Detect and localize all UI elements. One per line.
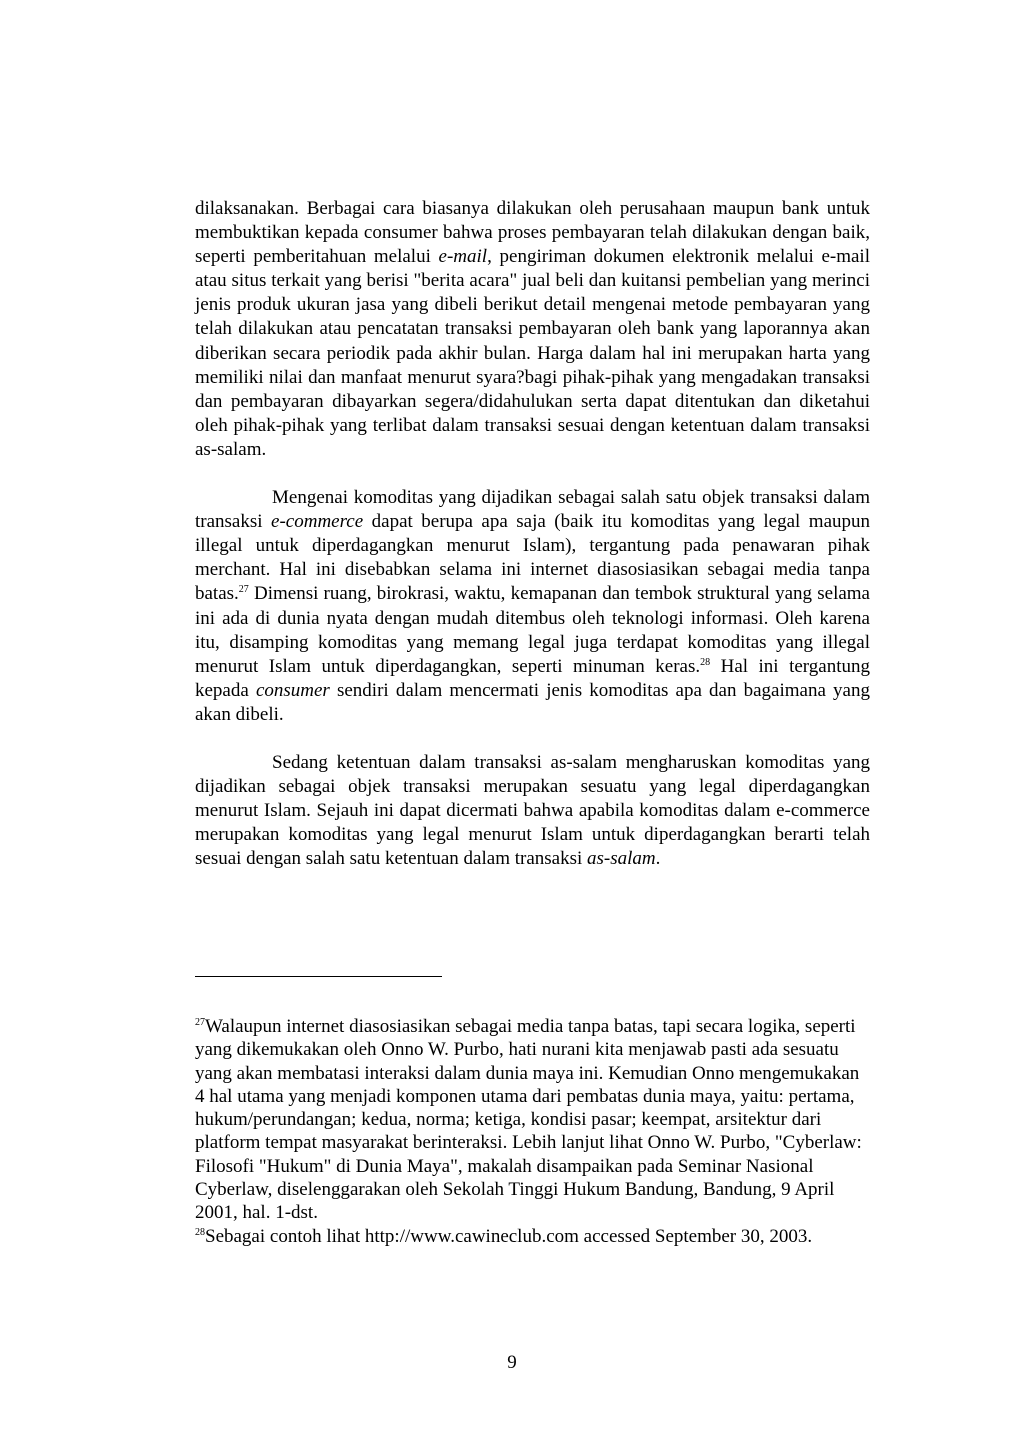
paragraph-as-salam: [195, 751, 870, 871]
footnote-27: [195, 1015, 870, 1225]
footnote-text: Sebagai contoh lihat http://www.cawineclub.com accessed September 30, 2003.: [205, 1225, 813, 1247]
footnote-28: [195, 1225, 870, 1248]
footnote-number: 27: [195, 1017, 205, 1028]
paragraph-text: , pengiriman dokumen elektronik melalui e-mail atau situs terkait yang berisi "berita acara" jual beli dan kuitansi pembelian yang merinci jenis produk ukuran jasa yang dibeli berikut detail mengenai metode pembayaran yang telah dilakukan atau pencatatan transaksi pembayaran oleh bank yang laporannya akan diberikan secara periodik pada akhir bulan. Harga dalam hal ini merupakan harta yang memiliki nilai dan manfaat menurut syara?bagi pihak-pihak yang mengadakan transaksi dan pembayaran dibayarkan segera/didahulukan serta dapat ditentukan dan diketahui oleh pihak-pihak yang terlibat dalam transaksi sesuai dengan ketentuan dalam transaksi as-salam.: [195, 246, 870, 460]
footnote-reference: 27: [238, 584, 249, 596]
paragraph-text: dapat berupa apa saja (baik itu komoditas yang legal maupun illegal untuk diperdagangkan menurut Islam), tergantung pada penawaran pihak merchant. Hal ini disebabkan selama ini internet diasosiasikan sebagai media tanpa batas.: [195, 511, 871, 605]
body-text: [195, 197, 870, 871]
paragraph-text: sendiri dalam mencermati jenis komoditas apa dan bagaimana yang akan dibeli.: [195, 679, 870, 725]
paragraph-commodities: [195, 486, 870, 727]
italic-term: consumer: [255, 679, 330, 701]
footnote-number: 28: [195, 1226, 205, 1238]
paragraph-payment: [195, 197, 870, 462]
footnotes: [195, 1015, 870, 1248]
paragraph-text: Dimensi ruang, birokrasi, waktu, kemapanan dan tembok struktural yang selama ini ada di dunia nyata dengan mudah ditembus oleh teknologi informasi. Oleh karena itu, disamping komoditas yang memang legal juga terdapat komoditas yang illegal menurut Islam untuk diperdagangkan, seperti minuman keras.: [195, 583, 870, 677]
italic-term: e-mail: [438, 246, 488, 268]
italic-term: e-commerce: [271, 511, 364, 533]
footnote-text: Walaupun internet diasosiasikan sebagai media tanpa batas, tapi secara logika, seperti yang dikemukakan oleh Onno W. Purbo, hati nurani kita menjawab pasti ada sesuatu yang akan membatasi interaksi dalam dunia maya ini. Kemudian Onno mengemukakan 4 hal utama yang menjadi komponen utama dari pembatas dunia maya, yaitu: pertama, hukum/perundangan; kedua, norma; ketiga, kondisi pasar; keempat, arsitektur dari platform tempat masyarakat berinteraksi. Lebih lanjut lihat Onno W. Purbo, "Cyberlaw: Filosofi "Hukum" di Dunia Maya", makalah disampaikan pada Seminar Nasional Cyberlaw, diselenggarakan oleh Sekolah Tinggi Hukum Bandung, Bandung, 9 April 2001, hal. 1-dst.: [195, 1016, 862, 1224]
footnote-separator: [195, 976, 442, 977]
page-number: 9: [507, 1352, 517, 1373]
paragraph-text: .: [655, 848, 661, 870]
paragraph-text: Hal ini tergantung kepada: [195, 655, 870, 701]
paragraph-text: Sedang ketentuan dalam transaksi as-salam mengharuskan komoditas yang dijadikan sebagai objek transaksi merupakan sesuatu yang legal diperdagangkan menurut Islam. Sejauh ini dapat dicermati bahwa apabila komoditas dalam e-commerce merupakan komoditas yang legal menurut Islam untuk diperdagangkan berarti telah sesuai dengan salah satu ketentuan dalam transaksi: [195, 751, 870, 870]
footnote-reference: 28: [700, 656, 711, 668]
paragraph-text: dilaksanakan. Berbagai cara biasanya dilakukan oleh perusahaan maupun bank untuk membuktikan kepada consumer bahwa proses pembayaran telah dilakukan dengan baik, seperti pemberitahuan melalui: [195, 198, 870, 268]
paragraph-text: Mengenai komoditas yang dijadikan sebagai salah satu objek transaksi dalam transaksi: [195, 487, 870, 533]
italic-term: as-salam: [587, 848, 656, 870]
